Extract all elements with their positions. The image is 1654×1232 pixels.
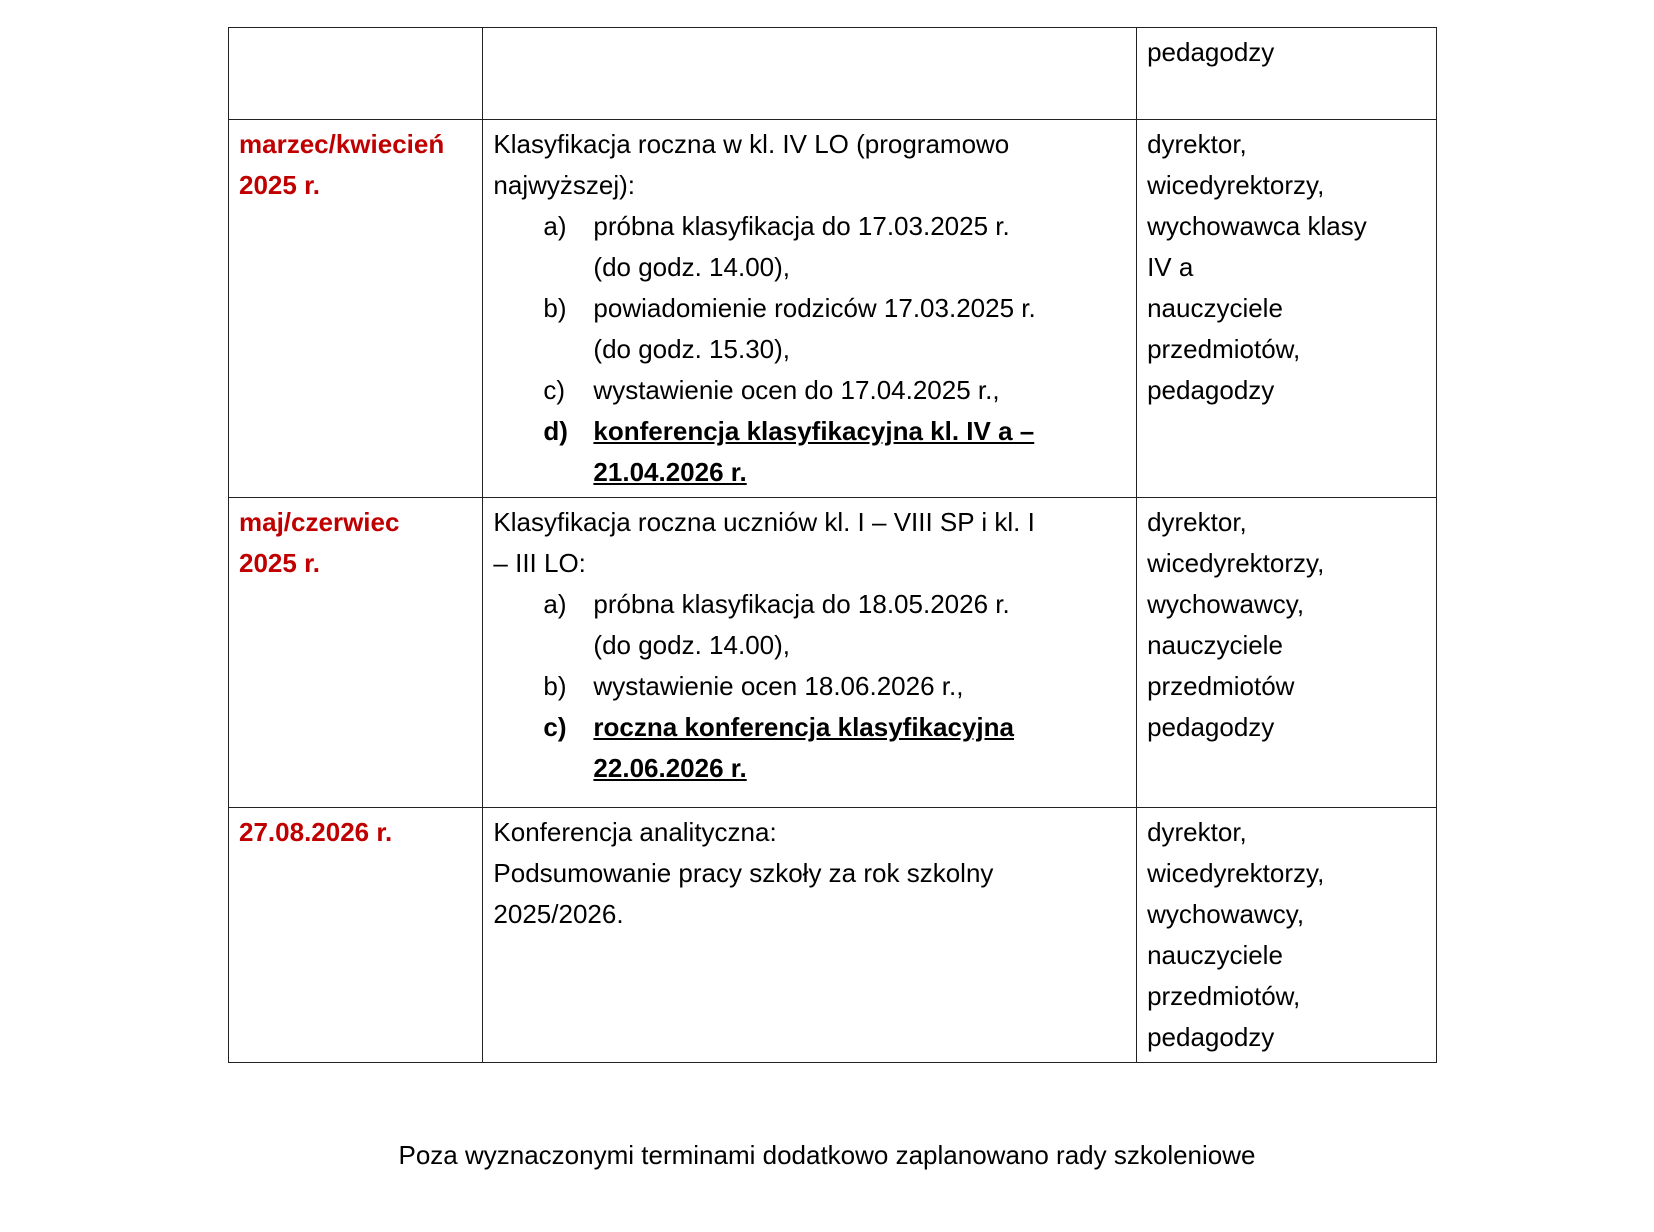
list-item-text: roczna konferencja klasyfikacyjna (593, 712, 1014, 742)
date-cell (229, 28, 483, 120)
task-text: Konferencja analityczna: (493, 817, 777, 847)
responsible-cell (1137, 28, 1437, 120)
date-cell (229, 498, 483, 808)
responsible-cell (1137, 808, 1437, 1063)
list-marker: b) (543, 671, 567, 701)
task-list-item (493, 370, 1126, 411)
responsible-text: wychowawca klasy (1147, 211, 1367, 241)
responsible-text: przedmiotów, (1147, 981, 1301, 1011)
task-list-item (493, 411, 1126, 493)
task-list-item (493, 288, 1126, 370)
task-text: najwyższej): (493, 170, 636, 200)
date-cell (229, 120, 483, 498)
responsible-cell (1137, 120, 1437, 498)
responsible-text: nauczyciele (1147, 940, 1283, 970)
task-cell (483, 498, 1137, 808)
list-marker: a) (543, 589, 567, 619)
task-cell (483, 28, 1137, 120)
task-text: Podsumowanie pracy szkoły za rok szkolny (493, 858, 994, 888)
responsible-text: dyrektor, (1147, 817, 1247, 847)
responsible-text: wicedyrektorzy, (1147, 858, 1325, 888)
responsible-text: dyrektor, (1147, 129, 1247, 159)
task-cell (483, 120, 1137, 498)
list-item-text: 21.04.2026 r. (593, 457, 747, 487)
date-text: 27.08.2026 r. (239, 817, 393, 847)
date-text: 2025 r. (239, 548, 320, 578)
table-row (229, 120, 1437, 498)
task-list (493, 584, 1126, 789)
list-item-text: próbna klasyfikacja do 17.03.2025 r. (593, 211, 1010, 241)
responsible-text: pedagodzy (1147, 712, 1275, 742)
task-list (493, 206, 1126, 493)
responsible-text: dyrektor, (1147, 507, 1247, 537)
responsible-text: przedmiotów (1147, 671, 1295, 701)
date-text: maj/czerwiec (239, 507, 400, 537)
list-marker: b) (543, 293, 567, 323)
task-text: 2025/2026. (493, 899, 624, 929)
responsible-text: wychowawcy, (1147, 589, 1305, 619)
responsible-text: nauczyciele (1147, 293, 1283, 323)
responsible-text: pedagodzy (1147, 1022, 1275, 1052)
list-marker: c) (543, 712, 567, 742)
table-row (229, 28, 1437, 120)
responsible-cell (1137, 498, 1437, 808)
list-item-text: powiadomienie rodziców 17.03.2025 r. (593, 293, 1036, 323)
task-list-item (493, 206, 1126, 288)
task-list-item (493, 707, 1126, 789)
schedule-table (228, 27, 1437, 1063)
responsible-text: wicedyrektorzy, (1147, 170, 1325, 200)
task-cell (483, 808, 1137, 1063)
responsible-text: przedmiotów, (1147, 334, 1301, 364)
date-text: 2025 r. (239, 170, 320, 200)
responsible-text: pedagodzy (1147, 375, 1275, 405)
date-text: marzec/kwiecień (239, 129, 445, 159)
list-marker: d) (543, 416, 568, 446)
task-text: Klasyfikacja roczna w kl. IV LO (programowo (493, 129, 1010, 159)
responsible-text: wychowawcy, (1147, 899, 1305, 929)
list-marker: c) (543, 375, 566, 405)
task-list-item (493, 584, 1126, 666)
responsible-text: nauczyciele (1147, 630, 1283, 660)
date-cell (229, 808, 483, 1063)
list-item-text: (do godz. 14.00), (593, 252, 790, 282)
list-item-text: wystawienie ocen 18.06.2026 r., (593, 671, 964, 701)
list-item-text: 22.06.2026 r. (593, 753, 747, 783)
responsible-text: wicedyrektorzy, (1147, 548, 1325, 578)
list-item-text: próbna klasyfikacja do 18.05.2026 r. (593, 589, 1010, 619)
list-item-text: (do godz. 15.30), (593, 334, 790, 364)
list-item-text: konferencja klasyfikacyjna kl. IV a – (593, 416, 1035, 446)
table-row (229, 808, 1437, 1063)
responsible-text: IV a (1147, 252, 1194, 282)
footer-note: Poza wyznaczonymi terminami dodatkowo zaplanowano rady szkoleniowe (398, 1140, 1256, 1170)
table-row (229, 498, 1437, 808)
task-text: Klasyfikacja roczna uczniów kl. I – VIII SP i kl. I (493, 507, 1035, 537)
list-item-text: wystawienie ocen do 17.04.2025 r., (593, 375, 1000, 405)
responsible-text: pedagodzy (1147, 37, 1275, 67)
task-list-item (493, 666, 1126, 707)
list-marker: a) (543, 211, 567, 241)
list-item-text: (do godz. 14.00), (593, 630, 790, 660)
task-text: – III LO: (493, 548, 586, 578)
